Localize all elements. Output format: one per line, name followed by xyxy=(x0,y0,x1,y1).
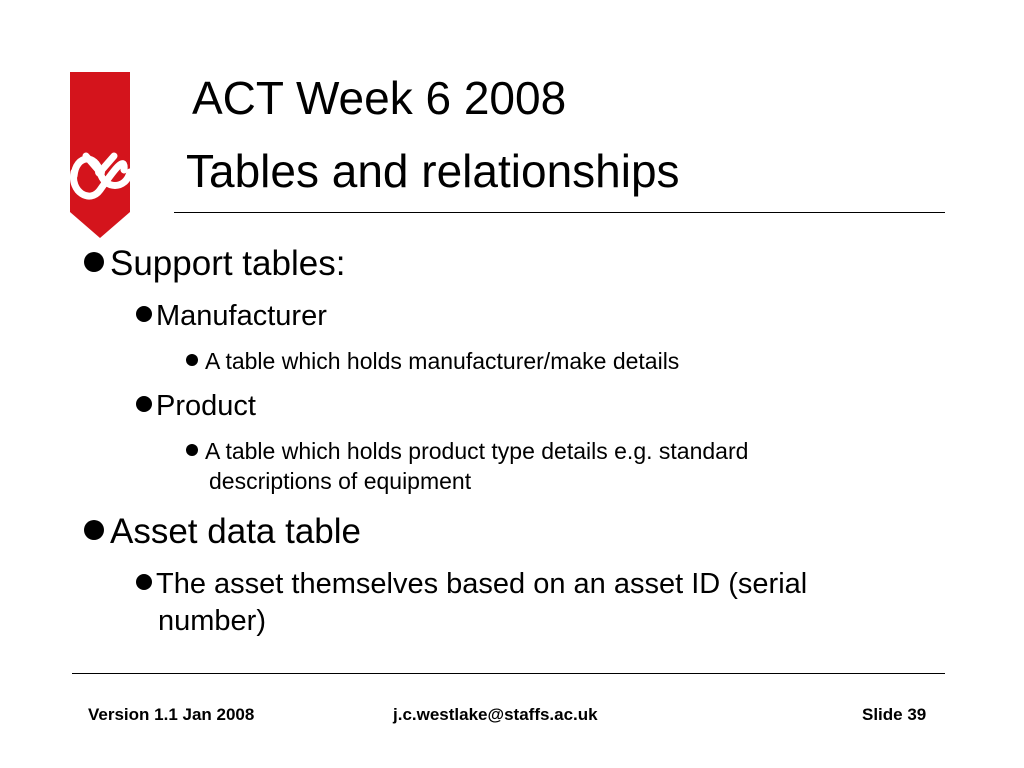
footer-slide-number: Slide 39 xyxy=(862,705,927,724)
bullet-product-detail-continued: descriptions of equipment xyxy=(209,468,472,494)
bullet-asset-detail xyxy=(136,568,807,601)
title-divider xyxy=(174,212,945,213)
bullet-dot-icon xyxy=(186,354,198,366)
bullet-dot-icon xyxy=(84,252,104,272)
bullet-dot-icon xyxy=(136,574,152,590)
bullet-manufacturer xyxy=(136,300,327,333)
bullet-text: Product xyxy=(156,390,256,422)
bullet-support-tables xyxy=(84,244,345,284)
bullet-dot-icon xyxy=(136,306,152,322)
slide-title-line1: ACT Week 6 2008 xyxy=(192,72,567,124)
footer-email: j.c.westlake@staffs.ac.uk xyxy=(393,705,598,724)
bullet-dot-icon xyxy=(186,444,198,456)
bullet-text: The asset themselves based on an asset ID (serial xyxy=(156,568,808,600)
bullet-dot-icon xyxy=(84,520,104,540)
bullet-asset-data-table xyxy=(84,512,361,552)
bullet-manufacturer-detail xyxy=(186,348,679,375)
bullet-text: Asset data table xyxy=(110,512,361,551)
footer-version: Version 1.1 Jan 2008 xyxy=(88,705,255,724)
slide-title-line2: Tables and relationships xyxy=(186,145,680,197)
footer-divider xyxy=(72,673,945,674)
bullet-dot-icon xyxy=(136,396,152,412)
university-logo-icon xyxy=(66,72,138,238)
bullet-asset-detail-continued: number) xyxy=(158,605,266,637)
bullet-text: Manufacturer xyxy=(156,300,327,332)
bullet-text: Support tables: xyxy=(110,244,346,283)
bullet-product-detail xyxy=(186,438,748,465)
bullet-text: A table which holds product type details e.g. standard xyxy=(205,438,749,464)
bullet-product xyxy=(136,390,256,423)
bullet-text: A table which holds manufacturer/make details xyxy=(205,348,680,374)
